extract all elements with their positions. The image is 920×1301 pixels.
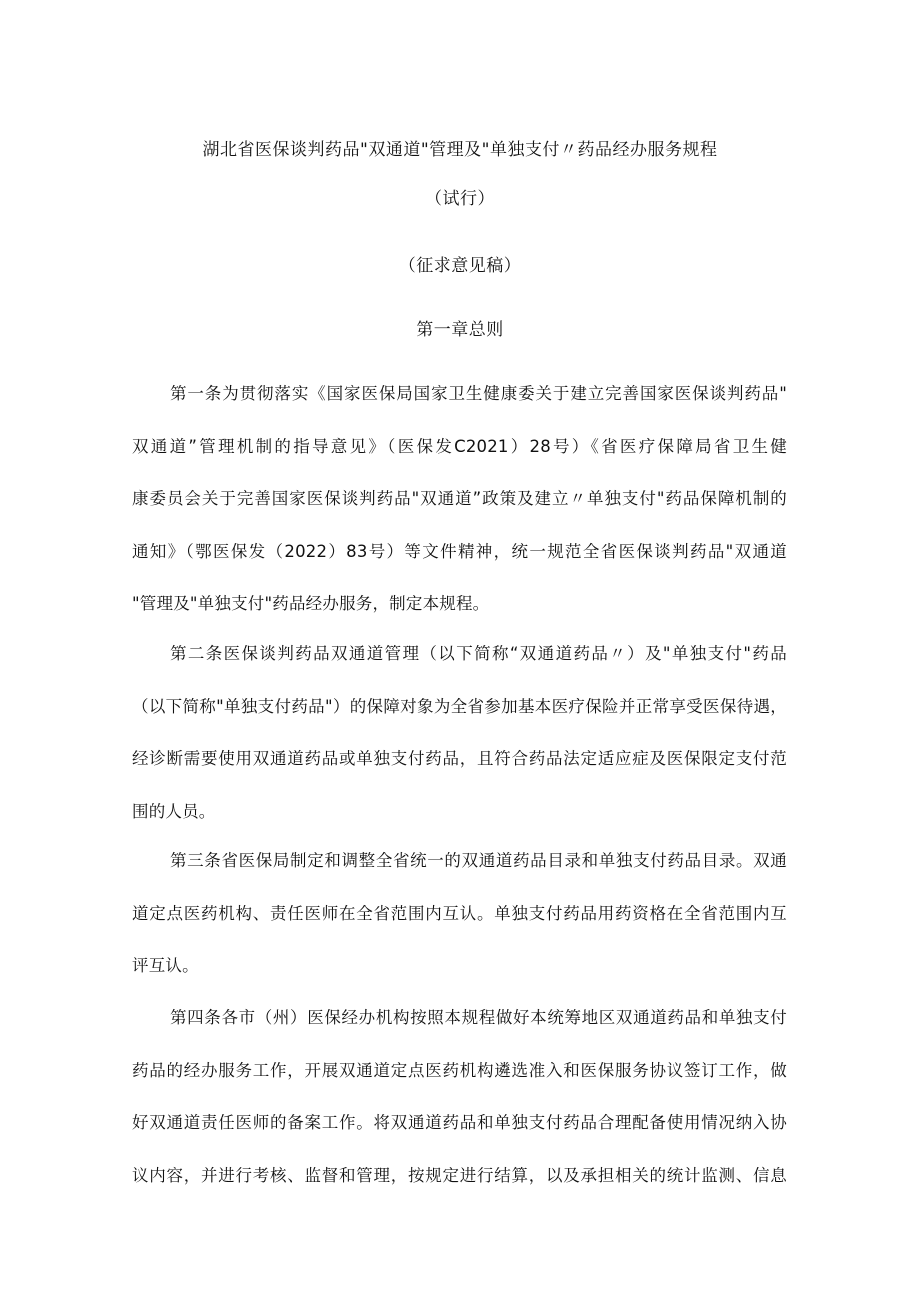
article-line: 议内容，并进行考核、监督和管理，按规定进行结算，以及承担相关的统计监测、信息 — [132, 1165, 787, 1185]
article-line: 第三条省医保局制定和调整全省统一的双通道药品目录和单独支付药品目录。双通 — [170, 851, 787, 870]
article-3 — [132, 849, 787, 1007]
article-line: 药品的经办服务工作，开展双通道定点医药机构遴选准入和医保服务协议签订工作，做 — [132, 1060, 787, 1080]
article-line: "管理及"单独支付"药品经办服务，制定本规程。 — [132, 594, 490, 614]
draft-note: （征求意见稿） — [398, 256, 522, 276]
article-line: 第四条各市（州）医保经办机构按照本规程做好本统筹地区双通道药品和单独支付 — [170, 1008, 787, 1027]
article-line: 围的人员。 — [132, 801, 216, 821]
document-subtitle: （试行） — [425, 189, 495, 209]
article-line: 通知》（鄂医保发（2022）83号）等文件精神，统一规范全省医保谈判药品"双通道 — [132, 541, 787, 561]
article-line: 第一条为贯彻落实《国家医保局国家卫生健康委关于建立完善国家医保谈判药品" — [170, 384, 787, 403]
article-line: 经诊断需要使用双通道药品或单独支付药品，且符合药品法定适应症及医保限定支付范 — [132, 749, 787, 769]
article-line: 康委员会关于完善国家医保谈判药品"双通道”政策及建立〃单独支付"药品保障机制的 — [132, 489, 787, 509]
article-4 — [132, 1006, 787, 1216]
article-line: 评互认。 — [132, 956, 199, 976]
article-line: 第二条医保谈判药品双通道管理（以下简称“双通道药品〃）及"单独支付"药品 — [170, 644, 787, 663]
article-2 — [132, 642, 787, 852]
article-line: （以下简称"单独支付药品"）的保障对象为全省参加基本医疗保险并正常享受医保待遇， — [132, 696, 787, 716]
article-line: 道定点医药机构、责任医师在全省范围内互认。单独支付药品用药资格在全省范围内互 — [132, 903, 787, 923]
article-line: 好双通道责任医师的备案工作。将双通道药品和单独支付药品合理配备使用情况纳入协 — [132, 1113, 787, 1133]
document-title: 湖北省医保谈判药品"双通道"管理及"单独支付〃药品经办服务规程 — [202, 140, 718, 160]
article-1 — [132, 382, 787, 645]
article-line: 双通道”管理机制的指导意见》（医保发C2021）28号）《省医疗保障局省卫生健 — [132, 436, 787, 456]
chapter-heading: 第一章总则 — [416, 320, 504, 340]
